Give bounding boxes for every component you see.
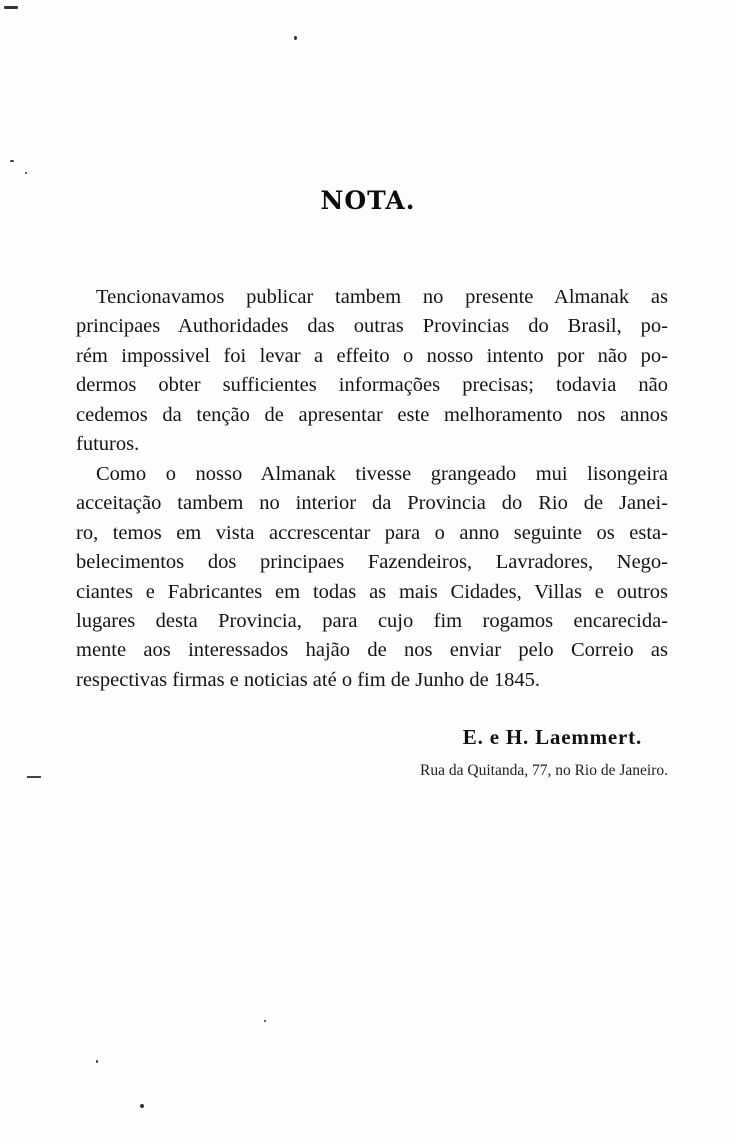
page-title: NOTA.: [320, 186, 416, 215]
text-line: belecimentos dos principaes Fazendeiros, Lavradores, Nego-: [76, 551, 668, 574]
text-line: dermos obter sufficientes informações precisas; todavia não: [76, 374, 668, 397]
text-line: Como o nosso Almanak tivesse grangeado mui lisongeira: [96, 463, 668, 485]
scan-mark: [27, 776, 41, 778]
text-line: ro, temos em vista accrescentar para o anno seguinte os esta-: [76, 521, 668, 544]
text-line: futuros.: [76, 432, 140, 455]
text-line: lugares desta Provincia, para cujo fim rogamos encarecida-: [76, 609, 668, 632]
text-line: ciantes e Fabricantes em todas as mais Cidades, Villas e outros: [76, 580, 668, 603]
scan-speck: [4, 6, 18, 9]
publisher-address: Rua da Quitanda, 77, no Rio de Janeiro.: [420, 762, 668, 779]
text-line: rém impossivel foi levar a effeito o nosso intento por não po-: [76, 344, 668, 367]
scan-speck: [10, 160, 14, 162]
paragraph-1: [76, 283, 668, 459]
scan-speck: [96, 1060, 98, 1063]
signature: E. e H. Laemmert.: [462, 725, 642, 749]
paragraph-2: [76, 460, 668, 695]
scan-speck: [264, 1020, 266, 1022]
scan-speck: [294, 36, 297, 40]
text-line: acceitação tambem no interior da Provincia do Rio de Janei-: [76, 492, 668, 515]
text-line: respectivas firmas e noticias até o fim de Junho de 1845.: [76, 668, 540, 691]
text-line: principaes Authoridades das outras Provincias do Brasil, po-: [76, 315, 668, 338]
text-line: mente aos interessados hajão de nos enviar pelo Correio as: [76, 639, 668, 662]
scan-speck: [140, 1104, 144, 1108]
text-line: Tencionavamos publicar tambem no presente Almanak as: [96, 286, 668, 308]
scan-speck: [25, 172, 27, 174]
text-line: cedemos da tenção de apresentar este melhoramento nos annos: [76, 403, 668, 426]
